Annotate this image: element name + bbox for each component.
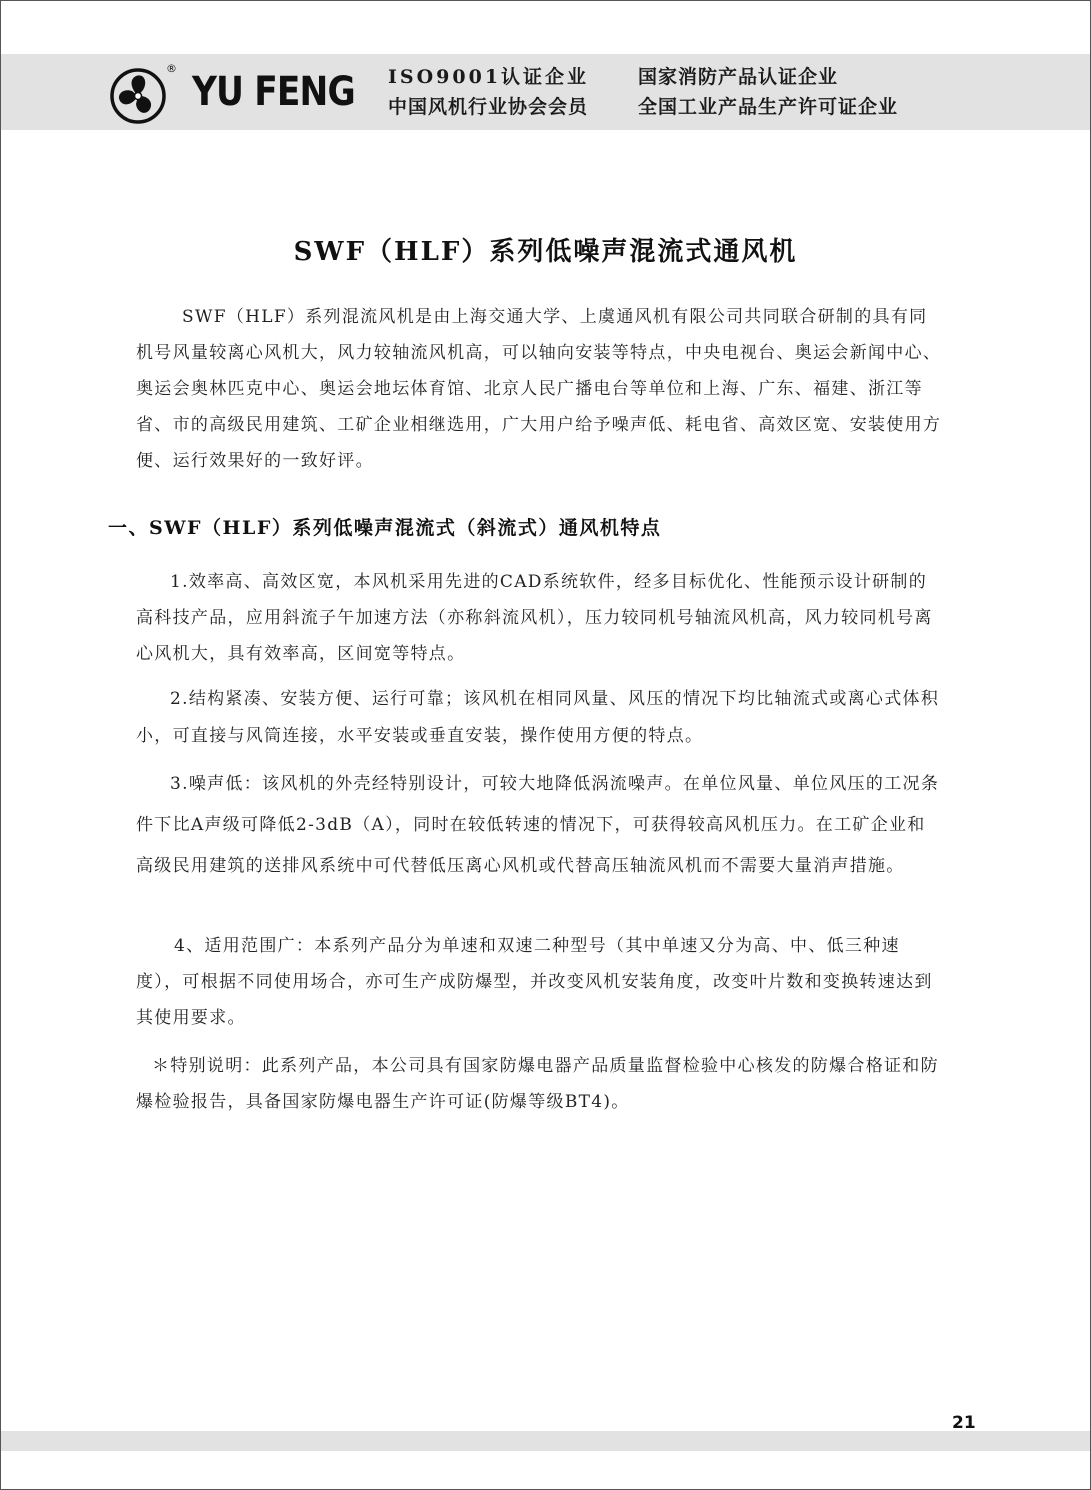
- cert-iso9001: ISO9001认证企业: [388, 66, 590, 88]
- feature-4: 4、适用范围广：本系列产品分为单速和双速二种型号（其中单速又分为高、中、低三种速度），可根据不同使用场合，亦可生产成防爆型，并改变风机安装角度，改变叶片数和变换转速达到其使用要求。: [136, 936, 933, 1028]
- feature-2: 2.结构紧凑、安装方便、运行可靠；该风机在相同风量、风压的情况下均比轴流式或离心式体积小，可直接与风筒连接，水平安装或垂直安装，操作使用方便的特点。: [136, 689, 940, 746]
- registered-mark: ®: [166, 62, 177, 75]
- section-heading: 一、SWF（HLF）系列低噪声混流式（斜流式）通风机特点: [108, 517, 662, 539]
- feature-3: 3.噪声低：该风机的外壳经特别设计，可较大地降低涡流噪声。在单位风量、单位风压的工况条件下比A声级可降低2-3dB（A），同时在较低转速的情况下，可获得较高风机压力。在工矿企业和高级民用建筑的送排风系统中可代替低压离心风机或代替高压轴流风机而不需要大量消声措施。: [136, 774, 940, 876]
- fan-blades-icon: [110, 68, 166, 124]
- cert-fan-association: 中国风机行业协会会员: [388, 96, 589, 118]
- cert-fire-product: 国家消防产品认证企业: [638, 66, 839, 88]
- page-title: SWF（HLF）系列低噪声混流式通风机: [293, 237, 798, 267]
- cert-production-license: 全国工业产品生产许可证企业: [638, 96, 899, 118]
- brand-name: YU FENG: [192, 69, 355, 115]
- footer-band: [1, 1431, 1090, 1451]
- intro-paragraph: SWF（HLF）系列混流风机是由上海交通大学、上虞通风机有限公司共同联合研制的具有同机号风量较离心风机大，风力较轴流风机高，可以轴向安装等特点，中央电视台、奥运会新闻中心、奥运会奥林匹克中心、奥运会地坛体育馆、北京人民广播电台等单位和上海、广东、福建、浙江等省、市的高级民用建筑、工矿企业相继选用，广大用户给予噪声低、耗电省、高效区宽、安装使用方便、运行效果好的一致好评。: [136, 307, 942, 471]
- feature-1: 1.效率高、高效区宽，本风机采用先进的CAD系统软件，经多目标优化、性能预示设计研制的高科技产品，应用斜流子午加速方法（亦称斜流风机），压力较同机号轴流风机高，风力较同机号离心风机大，具有效率高，区间宽等特点。: [136, 572, 933, 664]
- special-note: ＊特别说明：此系列产品，本公司具有国家防爆电器产品质量监督检验中心核发的防爆合格证和防爆检验报告，具备国家防爆电器生产许可证(防爆等级BT4)。: [136, 1056, 939, 1112]
- page-number: 21: [952, 1413, 976, 1433]
